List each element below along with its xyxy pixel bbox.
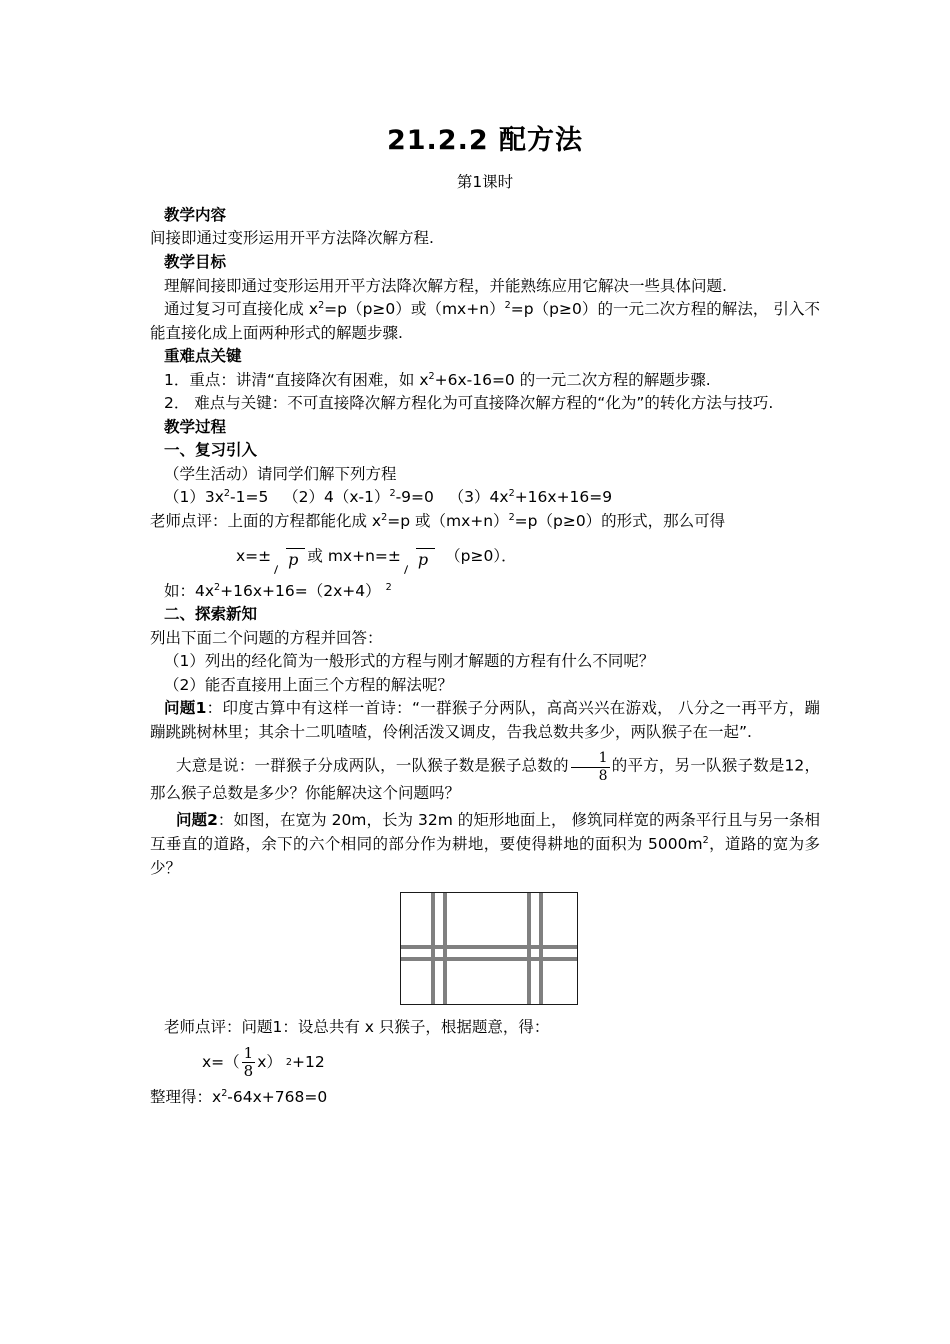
horizontal-road-top — [401, 945, 577, 949]
superscript-two: 2 — [223, 488, 231, 500]
paragraph-key-point-1 — [150, 369, 820, 393]
superscript-two: 2 — [508, 488, 515, 500]
superscript-two: 2 — [389, 488, 396, 500]
paragraph-key-point-2: 2． 难点与关键：不可直接降次解方程化为可直接降次解方程的“化为”的转化方法与技巧. — [164, 394, 774, 413]
paragraph-goal-line2 — [150, 298, 820, 345]
formula-monkey-equation: x=（ $\frac{1}{8}$ x） 2 +12 — [202, 1043, 325, 1081]
equation-variable: x） — [257, 1053, 282, 1072]
equation-lhs: x=（ — [202, 1053, 240, 1072]
document-content — [150, 0, 820, 1109]
goal-text-c: =p（p≥0）的一元二次方程的解法， 引入不能直接化成上面两种形式的解题步骤. — [150, 300, 820, 342]
paragraph-student-activity: （学生活动）请同学们解下列方程 — [164, 464, 397, 483]
summary-b: 的平方，另一队猴子数是12，那么猴子总数是多少？你能解决这个问题吗？ — [150, 756, 820, 802]
superscript-two: 2 — [318, 299, 325, 311]
fraction-numerator: 1 — [243, 1043, 254, 1062]
problem-2-text-a: ：如图，在宽为 20m，长为 32m 的矩形地面上， 修筑同样宽的两条平行且与另一条相互垂直的道路，余下的六个相同的部分作为耕地，要使得耕地的面积为 5000m — [150, 811, 820, 853]
sqrt-icon — [274, 548, 305, 574]
exercise-1-a: （1）3x — [164, 488, 224, 507]
heading-teaching-content: 教学内容 — [164, 205, 227, 224]
example-b: +16x+16=（2x+4） — [220, 581, 381, 600]
paragraph-exercises — [150, 486, 820, 510]
problem-2-text-b: ，道路的宽为多少？ — [150, 835, 820, 877]
fraction-numerator: 1 — [598, 750, 608, 767]
formula-mid: 或 mx+n=± — [307, 546, 401, 565]
example-superscript: 2 — [385, 581, 392, 593]
heading-teaching-goal: 教学目标 — [164, 252, 227, 271]
example-a: 如：4x — [164, 581, 215, 600]
horizontal-road-bottom — [401, 957, 577, 961]
superscript-two: 2 — [504, 299, 511, 311]
page-title: 21.2.2 配方法 — [386, 125, 584, 156]
comment-c: =p（p≥0）的形式，那么可得 — [514, 512, 726, 530]
fraction-one-eighth — [242, 1043, 256, 1081]
simplified-b: -64x+768=0 — [227, 1087, 328, 1106]
fraction-denominator: 8 — [243, 1062, 254, 1081]
fraction-denominator: 8 — [571, 767, 610, 783]
paragraph-problem-1 — [150, 697, 820, 744]
radical-sign — [404, 548, 417, 574]
exercise-2-a: （2）4（x-1） — [283, 488, 390, 507]
superscript-two: 2 — [221, 1087, 228, 1099]
goal-text-b: =p（p≥0）或（mx+n） — [324, 300, 505, 319]
exercise-2-b: -9=0 — [395, 488, 434, 507]
superscript-two: 2 — [428, 370, 435, 382]
key-point-1-b: +6x-16=0 的一元二次方程的解题步骤. — [434, 370, 711, 389]
paragraph-teaching-content: 间接即通过变形运用开平方法降次解方程. — [150, 229, 434, 248]
paragraph-simplified-equation — [150, 1086, 820, 1110]
fraction-one-eighth — [571, 751, 610, 783]
exercise-3-b: +16x+16=9 — [514, 488, 613, 507]
paragraph-question-1: （1）列出的经化简为一般形式的方程与刚才解题的方程有什么不同呢？ — [164, 652, 655, 671]
paragraph-question-2: （2）能否直接用上面三个方程的解法呢？ — [164, 675, 453, 694]
problem-1-text: ：印度古算中有这样一首诗：“一群猴子分两队，高高兴兴在游戏， 八分之一再平方，蹦蹦跳跳树林里；其余十二叽喳喳，伶俐活泼又调皮，告我总数共多少，两队猴子在一起”. — [150, 699, 820, 741]
exercise-3-a: （3）4x — [448, 488, 509, 507]
paragraph-answer-intro: 老师点评：问题1：设总共有 x 只猴子，根据题意，得： — [164, 1018, 550, 1037]
comment-b: =p 或（mx+n） — [387, 512, 509, 530]
sqrt-icon — [404, 548, 435, 574]
paragraph-teacher-comment — [150, 510, 820, 534]
comment-a: 老师点评：上面的方程都能化成 x — [150, 512, 382, 530]
rectangular-field-diagram — [400, 892, 578, 1005]
formula-tail: （p≥0）． — [445, 546, 517, 565]
radicand-p: p — [286, 548, 305, 570]
paragraph-problem-2 — [150, 805, 820, 880]
heading-part-one: 一、复习引入 — [164, 441, 258, 460]
superscript-two: 2 — [381, 511, 388, 523]
formula-square-root — [150, 534, 820, 580]
key-point-1-a: 1．重点：讲清“直接降次有困难，如 x — [164, 370, 429, 389]
goal-text-a: 通过复习可直接化成 x — [164, 300, 319, 319]
exercise-1-b: -1=5 — [230, 488, 269, 507]
radicand-p: p — [416, 548, 435, 570]
superscript-two: 2 — [508, 511, 515, 523]
page-subtitle: 第1课时 — [456, 172, 514, 191]
figure-container — [150, 880, 820, 1016]
paragraph-problem-1-summary — [150, 744, 820, 805]
problem-2-label: 问题2 — [176, 811, 218, 830]
heading-part-two: 二、探索新知 — [164, 605, 258, 624]
paragraph-example — [150, 580, 820, 604]
heading-teaching-process: 教学过程 — [164, 417, 227, 436]
superscript-two: 2 — [702, 834, 709, 846]
paragraph-goal-line1: 理解间接即通过变形运用开平方法降次解方程，并能熟练应用它解决一些具体问题. — [164, 276, 727, 295]
formula-lhs: x=± — [236, 546, 272, 565]
summary-a: 大意是说：一群猴子分成两队，一队猴子数是猴子总数的 — [176, 756, 569, 775]
problem-1-label: 问题1 — [164, 699, 207, 718]
simplified-a: 整理得：x — [150, 1087, 222, 1106]
superscript-two: 2 — [214, 581, 221, 593]
paragraph-explore-intro: 列出下面二个问题的方程并回答： — [150, 628, 383, 647]
radical-sign — [274, 548, 287, 574]
equation-tail: +12 — [292, 1053, 325, 1072]
heading-key-points: 重难点关键 — [164, 347, 242, 366]
